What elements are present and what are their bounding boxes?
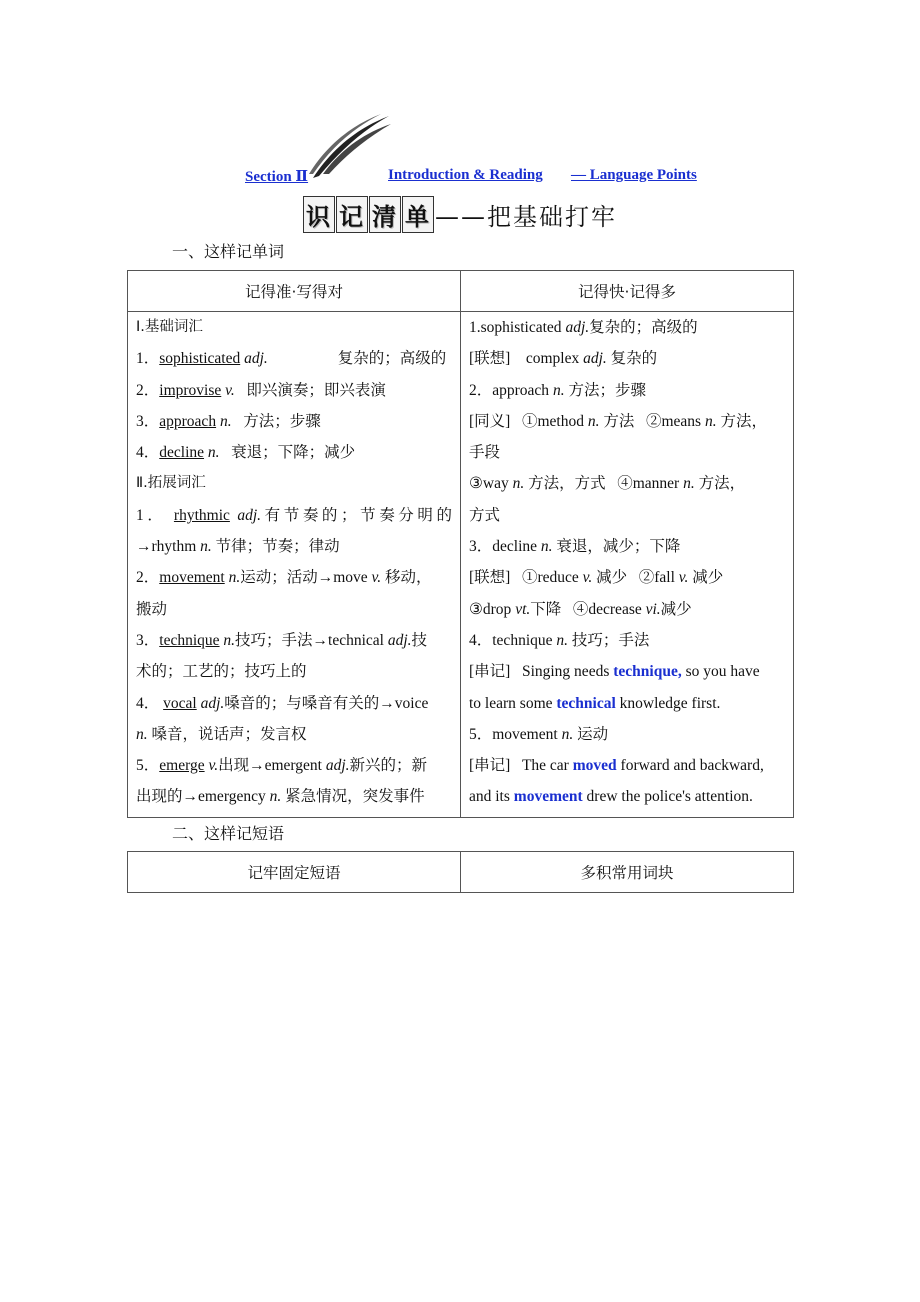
topic-label[interactable]: Introduction & Reading <box>388 167 543 183</box>
list-item: 3．approach n. 方法；步骤 <box>136 412 321 430</box>
part1-heading: 一、这样记单词 <box>172 242 285 261</box>
list-item-cont: 出现的→emergency n. 紧急情况，突发事件 <box>136 788 425 806</box>
vocab-table <box>127 270 794 818</box>
example-item-cont: to learn some technical knowledge first. <box>469 694 721 712</box>
list-item-cont: 搬动 <box>136 600 168 618</box>
title-char: 记 <box>336 196 368 233</box>
left-column <box>136 312 452 813</box>
list-item: 1.sophisticated adj.复杂的；高级的 <box>469 319 698 336</box>
example-item-cont: and its movement drew the police's attention. <box>469 788 753 806</box>
list-item: [联想] ①reduce v. 减少 ②fall v. 减少 <box>469 569 724 587</box>
list-item: 1． rhythmic adj.有节奏的；节奏分明的 <box>136 506 452 524</box>
phrase-table <box>127 851 794 893</box>
title-rest: ——把基础打牢 <box>435 203 617 231</box>
ext-label: Ⅱ.拓展词汇 <box>136 475 206 492</box>
title-char: 单 <box>402 196 434 233</box>
right-column <box>469 312 785 813</box>
list-item-cont: →rhythm n. 节律；节奏；律动 <box>136 538 340 556</box>
list-item: 2．improvise v. 即兴演奏；即兴表演 <box>136 381 386 399</box>
list-item: 2．approach n. 方法；步骤 <box>469 381 646 399</box>
part2-heading: 二、这样记短语 <box>172 824 285 843</box>
example-item: [串记] Singing needs technique, so you have <box>469 663 760 681</box>
list-item-cont: 方式 <box>469 506 501 524</box>
phrase-right-header: 多积常用词块 <box>461 852 794 893</box>
list-item: 2．movement n.运动；活动→move v. 移动， <box>136 569 432 587</box>
list-item: ③way n. 方法，方式 ④manner n. 方法， <box>469 475 746 493</box>
list-item: 5．movement n. 运动 <box>469 725 609 743</box>
list-item: ③drop vt.下降 ④decrease vi.减少 <box>469 600 692 618</box>
list-item: [联想] complex adj. 复杂的 <box>469 350 658 368</box>
list-item-cont: n. 嗓音，说话声；发言权 <box>136 725 307 743</box>
phrase-left-header: 记牢固定短语 <box>128 852 461 893</box>
section-header <box>0 167 920 189</box>
list-item: 4． vocal adj.嗓音的；与嗓音有关的→voice <box>136 694 429 712</box>
basic-label: Ⅰ.基础词汇 <box>136 319 203 335</box>
list-item: 1．sophisticated adj. 复杂的；高级的 <box>136 350 447 368</box>
list-item-cont: 手段 <box>469 444 501 462</box>
right-header: 记得快·记得多 <box>461 271 794 312</box>
page-title <box>0 196 920 233</box>
title-char: 识 <box>303 196 335 233</box>
left-header: 记得准·写得对 <box>128 271 461 312</box>
title-char: 清 <box>369 196 401 233</box>
language-points-label[interactable]: — Language Points <box>571 167 697 183</box>
section-label[interactable]: Section Ⅱ <box>245 169 309 185</box>
list-item: [同义] ①method n. 方法 ②means n. 方法， <box>469 412 767 430</box>
list-item: 5．emerge v.出现→emergent adj.新兴的；新 <box>136 757 428 775</box>
list-item: 4．technique n. 技巧；手法 <box>469 631 650 649</box>
list-item: 3．decline n. 衰退，减少；下降 <box>469 538 681 556</box>
list-item: 4．decline n. 衰退；下降；减少 <box>136 444 356 462</box>
example-item: [串记] The car moved forward and backward, <box>469 757 764 775</box>
list-item-cont: 术的；工艺的；技巧上的 <box>136 663 307 681</box>
list-item: 3．technique n.技巧；手法→technical adj.技 <box>136 631 428 649</box>
